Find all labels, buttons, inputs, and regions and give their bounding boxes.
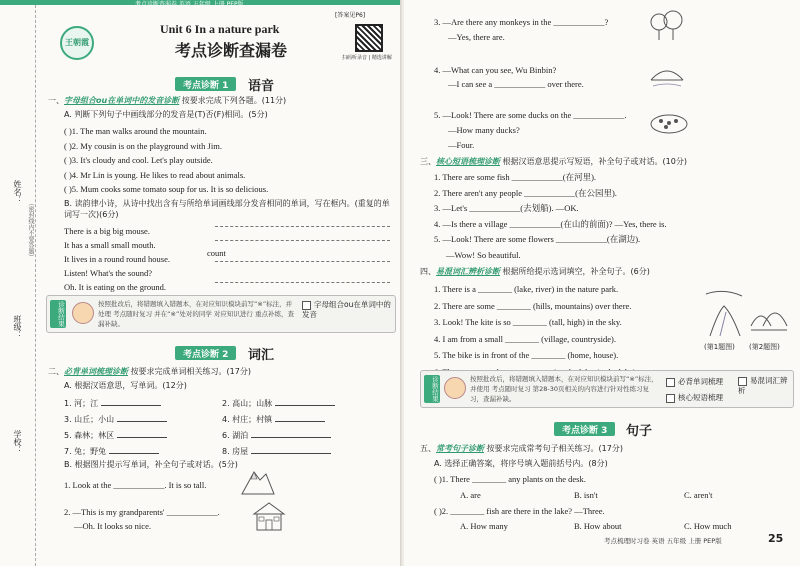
result-option-vocab[interactable]: 必背单词梳理 <box>666 376 723 387</box>
section3-part-a: A. 选择正确答案，将序号填入题前括号内。(8分) <box>434 459 608 468</box>
result-text-2: 按照批改后，将错题填入错题本，在对应知识模块前写“※”标注，并使用 考点随时复习 第28-30页相关的内容进行针对性练习复习，查漏补缺。 <box>470 375 658 403</box>
choice-list <box>434 281 638 380</box>
section1-banner: 考点诊断 1 <box>175 77 236 91</box>
river-picture <box>704 286 744 338</box>
phrase-item: 3. —Let's ____________(去划船). —OK. <box>434 203 579 213</box>
result-label-1: 诊断结果 <box>50 300 66 328</box>
phonics-item: ( )2. My cousin is on the playground with Jim. <box>64 140 222 151</box>
mc-question-1: ( )1. There ________ any plants on the desk. <box>434 474 586 484</box>
word-item: 3. 山丘；小山 <box>64 415 115 424</box>
answer-line <box>215 226 390 227</box>
mc-option[interactable]: C. How much <box>684 521 732 531</box>
word-list-left <box>64 396 167 460</box>
school-label: 学校： <box>13 430 22 454</box>
unit-title: Unit 6 In a nature park <box>160 22 280 36</box>
section2-part-a: A. 根据汉语意思，写单词。(12分) <box>64 381 187 390</box>
phrase-list <box>434 170 667 263</box>
result-option-phrases[interactable]: 核心短语梳理 <box>666 392 723 403</box>
hills-picture <box>749 286 789 338</box>
section3-banner: 考点诊断 3 <box>554 422 615 436</box>
phrase-item-reply: —Wow! So beautiful. <box>446 249 521 260</box>
picture-question-2: 2. —This is my grandparents' ____________. <box>64 507 220 517</box>
section1-items <box>64 124 268 197</box>
brand-logo: 王朝霞 <box>60 26 94 60</box>
result-text-1: 按照批改后，将错题填入错题本，在对应知识模块前写“※”标注，并处理 考点随时复习 并在“※”处对的同学 对应知识进行 重点补练，查漏补缺。 <box>98 300 294 328</box>
answer-reference: [答案见P6] <box>335 12 366 19</box>
right-page <box>404 0 800 566</box>
bridge-icon <box>649 58 685 90</box>
student-avatar <box>444 377 466 399</box>
section1-title: 语音 <box>248 79 275 94</box>
picture-caption-1: (第1题图) <box>704 343 735 351</box>
example-word: count <box>207 248 226 258</box>
poem-line: It has a small small mouth. <box>64 240 156 250</box>
section1-part-b: B. 读韵律小诗，从诗中找出含有与所给单词画线部分发音相同的单词，写在框内。(重复的单词写一次)(6分) <box>64 199 390 219</box>
qr-code[interactable] <box>355 24 383 52</box>
lake-ducks-icon <box>649 104 689 136</box>
picture-question-5-a: —Four. <box>448 140 475 150</box>
word-list-right <box>222 396 335 460</box>
word-item: 2. 高山；山脉 <box>222 399 273 408</box>
poem <box>64 224 170 294</box>
question3-header: 三、核心短语梳理诊断 根据汉语意思提示写短语，补全句子或对话。(10分) <box>420 157 687 166</box>
picture-question-3: 3. —Are there any monkeys in the ____________? <box>434 17 609 27</box>
question5-header: 五、常考句子诊断 按要求完成常考句子相关练习。(17分) <box>420 444 623 453</box>
poem-line: There is a big big mouse. <box>64 226 150 236</box>
footer-text: 考点梳理时习卷 英语 五年级 上册 PEP版 <box>604 537 722 545</box>
answer-line <box>215 261 390 262</box>
question4-header: 四、易混词汇辨析诊断 根据所给提示选词填空，补全句子。(6分) <box>420 267 650 276</box>
mc-option[interactable]: C. aren't <box>684 490 713 500</box>
class-label: 班级： <box>13 315 22 339</box>
picture-question-4: 4. —What can you see, Wu Binbin? <box>434 65 557 75</box>
word-item: 4. 村庄；村镇 <box>222 415 273 424</box>
top-strip-text: 考点诊断查漏卷 英语 五年级 上册 PEP版 <box>135 1 244 8</box>
poem-line: Oh. It is eating on the ground. <box>64 282 166 292</box>
phonics-item: ( )5. Mum cooks some tomato soup for us. It is so delicious. <box>64 184 269 194</box>
phonics-item: ( )1. The man walks around the mountain. <box>64 126 207 136</box>
section1-part-a: A. 判断下列句子中画线部分的发音是(T)否(F)相同。(5分) <box>64 110 268 119</box>
word-item: 7. 兔；野兔 <box>64 447 107 456</box>
picture-question-4-reply: —I can see a ____________ over there. <box>448 79 584 89</box>
house-icon <box>250 500 288 532</box>
qr-caption: 扫码听录音 | 精选讲解 <box>342 55 392 61</box>
picture-question-3-reply: —Yes, there are. <box>448 32 505 42</box>
answer-line <box>215 282 390 283</box>
mc-question-2: ( )2. ________ fish are there in the lake? —Three. <box>434 506 605 516</box>
word-item: 8. 房屋 <box>222 447 249 456</box>
result-label-2: 诊断结果 <box>424 375 440 403</box>
picture-question-2-reply: —Oh. It looks so nice. <box>74 521 151 531</box>
choice-item: 1. There is a ________ (lake, river) in the nature park. <box>434 284 619 294</box>
student-avatar <box>72 302 94 324</box>
name-label: 姓名： <box>13 180 22 204</box>
seal-note: （密封线内不要答题） <box>27 200 34 260</box>
section2-part-b: B. 根据图片提示写单词，补全句子或对话。(5分) <box>64 460 238 469</box>
choice-item: 2. There are some ________ (hills, mountains) over there. <box>434 300 632 311</box>
main-title: 考点诊断查漏卷 <box>175 41 288 60</box>
mc-option[interactable]: A. How many <box>460 521 508 531</box>
mc-option[interactable]: B. isn't <box>574 490 598 500</box>
picture-caption-2: (第2题图) <box>749 343 780 351</box>
answer-line <box>215 240 390 241</box>
section2-question: 二、必背单词梳理诊断 按要求完成单词相关练习。(17分) <box>48 367 251 376</box>
picture-question-5-q: —How many ducks? <box>448 125 520 135</box>
section2-title: 词汇 <box>248 348 275 363</box>
section2-banner: 考点诊断 2 <box>175 346 236 360</box>
word-item: 1. 河；江 <box>64 399 99 408</box>
mc-option[interactable]: A. are <box>460 490 481 500</box>
poem-line: It lives in a round round house. <box>64 254 170 264</box>
section3-title: 句子 <box>626 424 653 439</box>
phrase-item: 2. There aren't any people ____________(在公园里). <box>434 187 617 198</box>
mountain-icon <box>240 466 276 496</box>
choice-item: 4. I am from a small ________ (village, countryside). <box>434 333 616 344</box>
choice-item: 3. Look! The kite is so ________ (tall, high) in the sky. <box>434 317 622 327</box>
page-number: 25 <box>768 532 784 545</box>
word-item: 5. 森林；林区 <box>64 431 115 440</box>
word-item: 6. 湖泊 <box>222 431 249 440</box>
result-option-1[interactable]: 字母组合ou在单词中的发音 <box>302 300 391 319</box>
phrase-item: 1. There are some fish ____________(在河里). <box>434 172 597 182</box>
section1-question1: 一、字母组合ou在单词中的发音诊断 按要求完成下列各题。(11分) <box>48 96 287 105</box>
phonics-item: ( )3. It's cloudy and cool. Let's play outside. <box>64 155 213 165</box>
binding-margin <box>0 5 36 566</box>
result-option-confusables[interactable]: 易混词汇辨析 <box>738 376 788 395</box>
choice-item: 5. The bike is in front of the ________ (home, house). <box>434 350 619 360</box>
phrase-item: 5. —Look! There are some flowers ____________(在湖边). <box>434 234 641 244</box>
phonics-item: ( )4. Mr Lin is young. He likes to read about animals. <box>64 169 246 180</box>
poem-line: Listen! What's the sound? <box>64 268 153 278</box>
picture-question-1: 1. Look at the ____________. It is so tall. <box>64 480 207 490</box>
phrase-item: 4. —Is there a village ____________(在山的前面)? —Yes, there is. <box>434 218 667 229</box>
forest-icon <box>649 10 685 42</box>
mc-option[interactable]: B. How about <box>574 521 622 531</box>
picture-question-5: 5. —Look! There are some ducks on the ____________. <box>434 110 627 120</box>
